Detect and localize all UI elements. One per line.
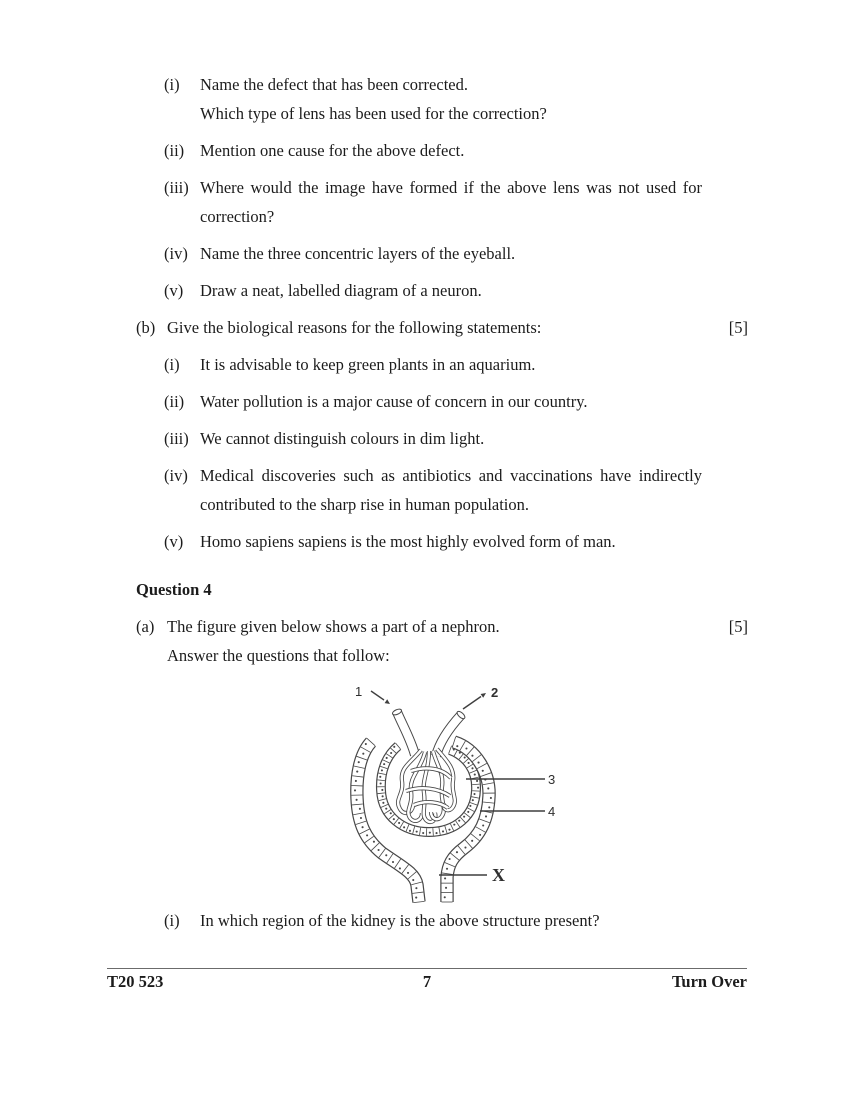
item-text: It is advisable to keep green plants in an aquarium. (200, 355, 536, 374)
item-text: correction? (200, 207, 275, 226)
item-text: In which region of the kidney is the above structure present? (200, 911, 600, 930)
figure-label-1: 1 (355, 684, 363, 699)
item-number: (ii) (164, 392, 185, 411)
item-text: We cannot distinguish colours in dim light. (200, 429, 485, 448)
nephron-drawing (351, 708, 494, 903)
nephron-figure (318, 678, 563, 906)
list-item (164, 527, 748, 556)
footer-turn-over: Turn Over (671, 972, 747, 991)
figure-label-2: 2 (491, 685, 499, 700)
item-number: (iv) (164, 466, 188, 485)
item-number: (i) (164, 75, 180, 94)
footer-paper-code: T20 523 (107, 972, 164, 991)
item-number: (i) (164, 355, 180, 374)
item-number: (iv) (164, 244, 188, 263)
list-item (164, 387, 748, 416)
figure-label-4: 4 (548, 804, 556, 819)
list-item (164, 136, 748, 165)
list-item (164, 350, 748, 379)
list-item (164, 461, 748, 519)
part-text: The figure given below shows a part of a nephron. (167, 617, 500, 636)
part-row (136, 612, 748, 670)
item-text: Name the defect that has been corrected. (200, 75, 468, 94)
leader-line-1 (371, 691, 384, 700)
item-text: Name the three concentric layers of the eyeball. (200, 244, 516, 263)
item-text: Draw a neat, labelled diagram of a neuron. (200, 281, 482, 300)
part-text: Answer the questions that follow: (167, 646, 390, 665)
figure-label-x: X (492, 865, 505, 885)
item-number: (i) (164, 911, 180, 930)
figure-label-3: 3 (548, 772, 556, 787)
item-text: Mention one cause for the above defect. (200, 141, 465, 160)
item-number: (v) (164, 532, 184, 551)
question-heading: Question 4 (136, 580, 212, 599)
item-number: (ii) (164, 141, 185, 160)
item-text: Medical discoveries such as antibiotics and vaccinations have indirectly (200, 466, 702, 485)
marks-badge: [5] (728, 318, 748, 337)
leader-line-2 (463, 697, 481, 710)
item-number: (v) (164, 281, 184, 300)
item-text: Water pollution is a major cause of concern in our country. (200, 392, 588, 411)
item-text: Where would the image have formed if the above lens was not used for (200, 178, 702, 197)
item-number: (iii) (164, 178, 189, 197)
part-label: (a) (136, 617, 155, 636)
marks-badge: [5] (728, 617, 748, 636)
part-row (136, 313, 748, 342)
list-item (164, 173, 748, 231)
part-text: Give the biological reasons for the following statements: (167, 318, 542, 337)
page-content (136, 70, 748, 943)
footer-page-number: 7 (422, 972, 432, 991)
list-item (164, 906, 748, 935)
list-item (164, 239, 748, 268)
item-text: Homo sapiens sapiens is the most highly evolved form of man. (200, 532, 616, 551)
nephron-diagram (318, 678, 563, 910)
item-number: (iii) (164, 429, 189, 448)
list-item (164, 424, 748, 453)
page-footer (107, 968, 747, 992)
list-item (164, 70, 748, 128)
item-text: Which type of lens has been used for the correction? (200, 104, 547, 123)
item-text: contributed to the sharp rise in human population. (200, 495, 530, 514)
arrowhead-2-icon (481, 693, 486, 698)
part-label: (b) (136, 318, 156, 337)
list-item (164, 276, 748, 305)
arrowhead-1-icon (385, 699, 390, 704)
